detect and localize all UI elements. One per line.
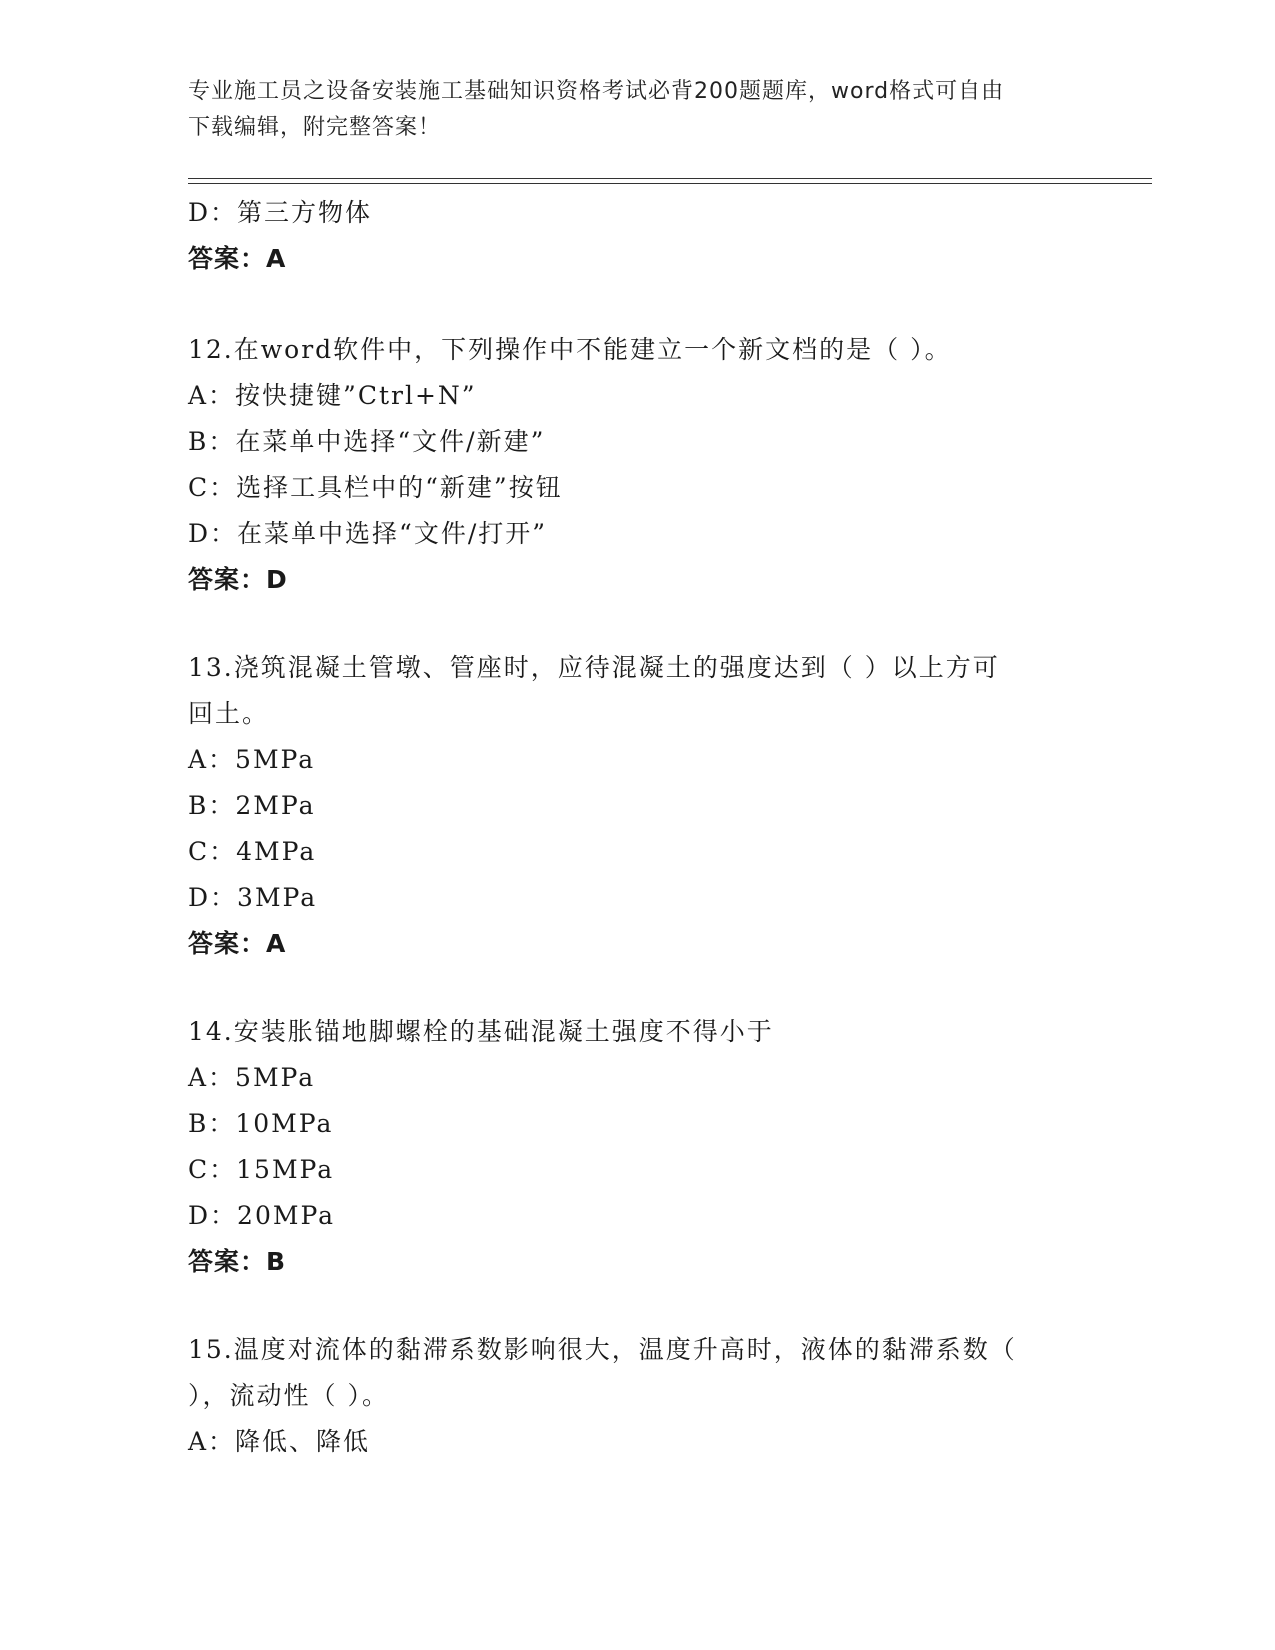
option-b: B：10MPa: [188, 1109, 334, 1138]
document-header: [188, 74, 1088, 146]
option-a: A：降低、降低: [188, 1427, 371, 1456]
question-title-continued: ），流动性（ ）。: [188, 1381, 389, 1410]
header-divider-top: [188, 178, 1152, 179]
question-15: [188, 1327, 1088, 1465]
option-a: A：按快捷键”Ctrl+N”: [188, 381, 477, 410]
question-answer: 答案：D: [188, 565, 288, 594]
question-answer: 答案：B: [188, 1247, 287, 1276]
question-title: 12.在word软件中，下列操作中不能建立一个新文档的是（ ）。: [188, 335, 952, 364]
question-title: 13.浇筑混凝土管墩、管座时，应待混凝土的强度达到（ ）以上方可: [188, 653, 1000, 682]
question-title: 15.温度对流体的黏滞系数影响很大，温度升高时，液体的黏滞系数（: [188, 1335, 1017, 1364]
option-a: A：5MPa: [188, 1063, 316, 1092]
option-b: B：2MPa: [188, 791, 316, 820]
option-c: C：选择工具栏中的“新建”按钮: [188, 473, 563, 502]
header-divider-bottom: [188, 183, 1152, 184]
question-13: [188, 645, 1088, 967]
option-c: C：15MPa: [188, 1155, 335, 1184]
option-d: D：20MPa: [188, 1201, 336, 1230]
header-title-line-2: 下载编辑，附完整答案！: [188, 115, 442, 140]
question-title: 14.安装胀锚地脚螺栓的基础混凝土强度不得小于: [188, 1017, 774, 1046]
header-title-line-1: 专业施工员之设备安装施工基础知识资格考试必背200题题库，word格式可自由: [188, 79, 1005, 104]
option-c: C：4MPa: [188, 837, 317, 866]
question-title-continued: 回土。: [188, 699, 270, 728]
question-12: [188, 327, 1088, 603]
question-answer: 答案：A: [188, 929, 287, 958]
prev-question-option-d: D：第三方物体: [188, 198, 373, 227]
option-d: D：在菜单中选择“文件/打开”: [188, 519, 548, 548]
prev-question-answer: 答案：A: [188, 244, 287, 273]
option-a: A：5MPa: [188, 745, 316, 774]
question-14: [188, 1009, 1088, 1285]
option-d: D：3MPa: [188, 883, 318, 912]
question-list: [188, 190, 1088, 1465]
option-b: B：在菜单中选择“文件/新建”: [188, 427, 546, 456]
